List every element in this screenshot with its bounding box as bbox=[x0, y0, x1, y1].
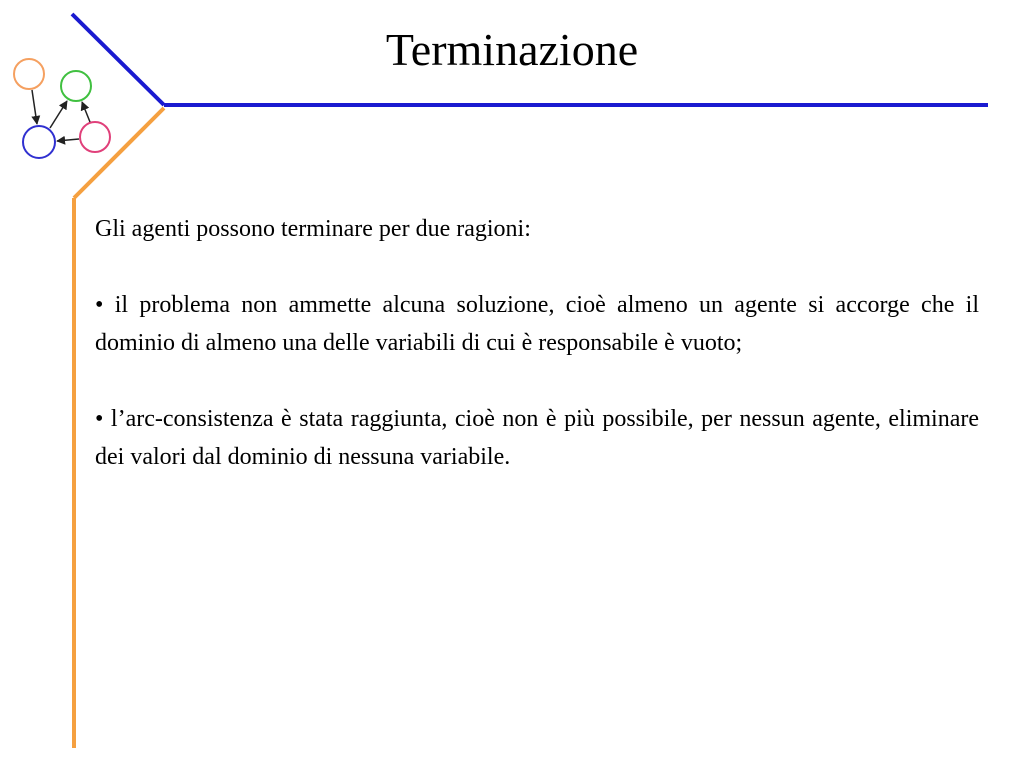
graph-edge-pink-blue bbox=[57, 139, 79, 141]
slide-title: Terminazione bbox=[385, 24, 639, 75]
graph-node-orange bbox=[14, 59, 44, 89]
graph-node-green bbox=[61, 71, 91, 101]
bullet-item: • il problema non ammette alcuna soluzione, cioè almeno un agente si accorge che il dominio di almeno una delle variabili di cui è responsabile è vuoto; bbox=[95, 292, 979, 356]
graph-edge-orange-blue bbox=[32, 90, 37, 124]
slide-content bbox=[95, 210, 979, 514]
graph-edge-pink-green bbox=[82, 102, 90, 122]
graph-node-blue bbox=[23, 126, 55, 158]
graph-edge-blue-green bbox=[50, 101, 67, 128]
graph-node-pink bbox=[80, 122, 110, 152]
orange-diagonal-line bbox=[74, 108, 164, 198]
blue-diagonal-line bbox=[72, 14, 164, 105]
agent-graph-icon bbox=[14, 59, 110, 158]
intro-text: Gli agenti possono terminare per due ragioni: bbox=[95, 216, 531, 242]
bullet-item: • l’arc-consistenza è stata raggiunta, cioè non è più possibile, per nessun agente, eliminare dei valori dal dominio di nessuna variabile. bbox=[95, 406, 979, 470]
